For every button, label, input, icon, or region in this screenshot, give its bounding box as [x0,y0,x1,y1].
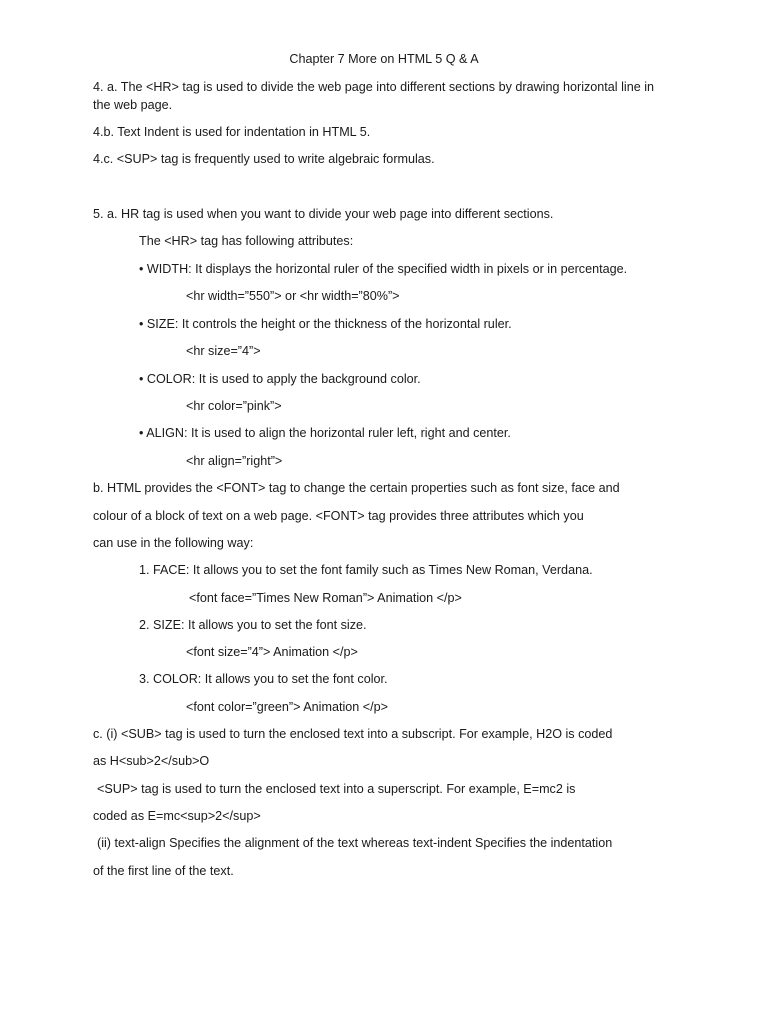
answer-4a-line-1: 4. a. The <HR> tag is used to divide the web page into different sections by drawing horizontal line in [93,80,654,94]
hr-attr-width-code: <hr width=”550”> or <hr width=”80%”> [186,289,400,303]
hr-attr-width: • WIDTH: It displays the horizontal ruler of the specified width in pixels or in percentage. [139,262,628,276]
answer-5a-intro: 5. a. HR tag is used when you want to divide your web page into different sections. [93,207,554,221]
answer-4c: 4.c. <SUP> tag is frequently used to write algebraic formulas. [93,152,435,166]
font-attr-face: 1. FACE: It allows you to set the font family such as Times New Roman, Verdana. [139,563,593,577]
answer-5c-line-1: c. (i) <SUB> tag is used to turn the enclosed text into a subscript. For example, H2O is coded [93,727,613,741]
answer-4a-line-2: the web page. [93,98,173,112]
hr-attr-color-code: <hr color=”pink”> [186,399,282,413]
font-attr-color-code: <font color=”green”> Animation </p> [186,700,388,714]
answer-5b-line-3: can use in the following way: [93,536,254,550]
font-attr-size-code: <font size=”4”> Animation </p> [186,645,358,659]
hr-attr-color: • COLOR: It is used to apply the background color. [139,372,421,386]
hr-attr-align-code: <hr align=”right”> [186,454,283,468]
answer-5c-line-5: (ii) text-align Specifies the alignment of the text whereas text-indent Specifies the indentation [97,836,613,850]
answer-5c-line-6: of the first line of the text. [93,864,234,878]
font-attr-color: 3. COLOR: It allows you to set the font color. [139,672,388,686]
font-attr-face-code: <font face=”Times New Roman”> Animation </p> [189,591,462,605]
answer-5b-line-1: b. HTML provides the <FONT> tag to change the certain properties such as font size, face and [93,481,620,495]
font-attr-size: 2. SIZE: It allows you to set the font size. [139,618,367,632]
answer-5c-line-2: as H<sub>2</sub>O [93,754,210,768]
page-title: Chapter 7 More on HTML 5 Q & A [289,52,479,66]
hr-attributes-heading: The <HR> tag has following attributes: [139,234,354,248]
hr-attr-size: • SIZE: It controls the height or the thickness of the horizontal ruler. [139,317,512,331]
hr-attr-align: • ALIGN: It is used to align the horizontal ruler left, right and center. [139,426,511,440]
answer-5b-line-2: colour of a block of text on a web page. <FONT> tag provides three attributes which you [93,509,584,523]
answer-5c-line-3: <SUP> tag is used to turn the enclosed text into a superscript. For example, E=mc2 is [97,782,576,796]
answer-4b: 4.b. Text Indent is used for indentation in HTML 5. [93,125,371,139]
answer-5c-line-4: coded as E=mc<sup>2</sup> [93,809,261,823]
hr-attr-size-code: <hr size=”4”> [186,344,261,358]
